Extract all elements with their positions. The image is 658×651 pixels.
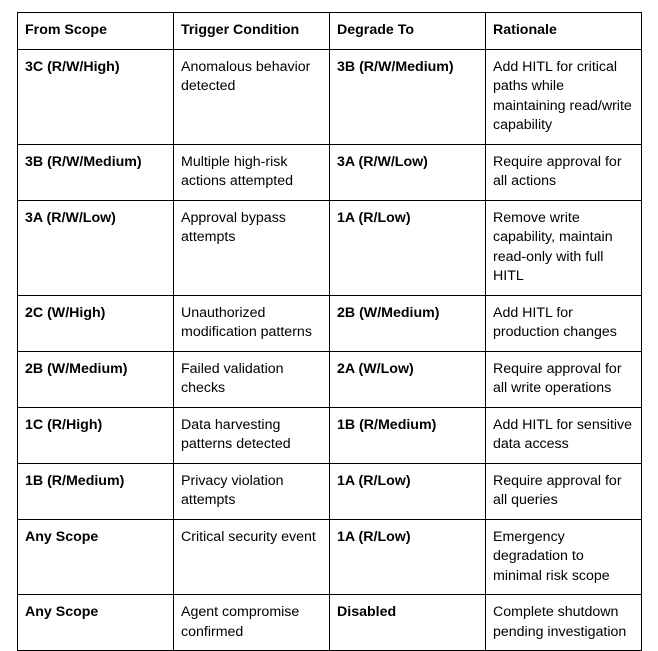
from-scope-cell: 1C (R/High): [18, 407, 174, 463]
scope-degradation-table: [17, 12, 642, 651]
trigger-condition-cell: Failed validation checks: [174, 351, 330, 407]
from-scope-cell: Any Scope: [18, 519, 174, 595]
rationale-cell: Require approval for all actions: [486, 144, 642, 200]
header-rationale: Rationale: [486, 13, 642, 50]
table-row: [18, 200, 642, 295]
degrade-to-cell: 3B (R/W/Medium): [330, 49, 486, 144]
from-scope-cell: 3B (R/W/Medium): [18, 144, 174, 200]
table-row: [18, 295, 642, 351]
rationale-cell: Remove write capability, maintain read-only with full HITL: [486, 200, 642, 295]
header-from-scope: From Scope: [18, 13, 174, 50]
header-degrade-to: Degrade To: [330, 13, 486, 50]
rationale-cell: Add HITL for sensitive data access: [486, 407, 642, 463]
degrade-to-cell: 3A (R/W/Low): [330, 144, 486, 200]
trigger-condition-cell: Approval bypass attempts: [174, 200, 330, 295]
from-scope-cell: 2C (W/High): [18, 295, 174, 351]
trigger-condition-cell: Anomalous behavior detected: [174, 49, 330, 144]
rationale-cell: Emergency degradation to minimal risk scope: [486, 519, 642, 595]
table-row: [18, 351, 642, 407]
rationale-cell: Require approval for all queries: [486, 463, 642, 519]
table-row: [18, 49, 642, 144]
table-row: [18, 463, 642, 519]
rationale-cell: Complete shutdown pending investigation: [486, 595, 642, 651]
from-scope-cell: Any Scope: [18, 595, 174, 651]
degrade-to-cell: 1A (R/Low): [330, 463, 486, 519]
rationale-cell: Add HITL for production changes: [486, 295, 642, 351]
degrade-to-cell: 2B (W/Medium): [330, 295, 486, 351]
table-row: [18, 407, 642, 463]
rationale-cell: Add HITL for critical paths while maintaining read/write capability: [486, 49, 642, 144]
table-row: [18, 595, 642, 651]
trigger-condition-cell: Unauthorized modification patterns: [174, 295, 330, 351]
from-scope-cell: 2B (W/Medium): [18, 351, 174, 407]
table-row: [18, 144, 642, 200]
from-scope-cell: 1B (R/Medium): [18, 463, 174, 519]
degrade-to-cell: 1A (R/Low): [330, 519, 486, 595]
header-trigger-condition: Trigger Condition: [174, 13, 330, 50]
trigger-condition-cell: Agent compromise confirmed: [174, 595, 330, 651]
rationale-cell: Require approval for all write operations: [486, 351, 642, 407]
degrade-to-cell: 1A (R/Low): [330, 200, 486, 295]
from-scope-cell: 3A (R/W/Low): [18, 200, 174, 295]
from-scope-cell: 3C (R/W/High): [18, 49, 174, 144]
trigger-condition-cell: Privacy violation attempts: [174, 463, 330, 519]
table-row: [18, 519, 642, 595]
table-header-row: [18, 13, 642, 50]
trigger-condition-cell: Critical security event: [174, 519, 330, 595]
trigger-condition-cell: Multiple high-risk actions attempted: [174, 144, 330, 200]
degrade-to-cell: Disabled: [330, 595, 486, 651]
degrade-to-cell: 2A (W/Low): [330, 351, 486, 407]
trigger-condition-cell: Data harvesting patterns detected: [174, 407, 330, 463]
degrade-to-cell: 1B (R/Medium): [330, 407, 486, 463]
